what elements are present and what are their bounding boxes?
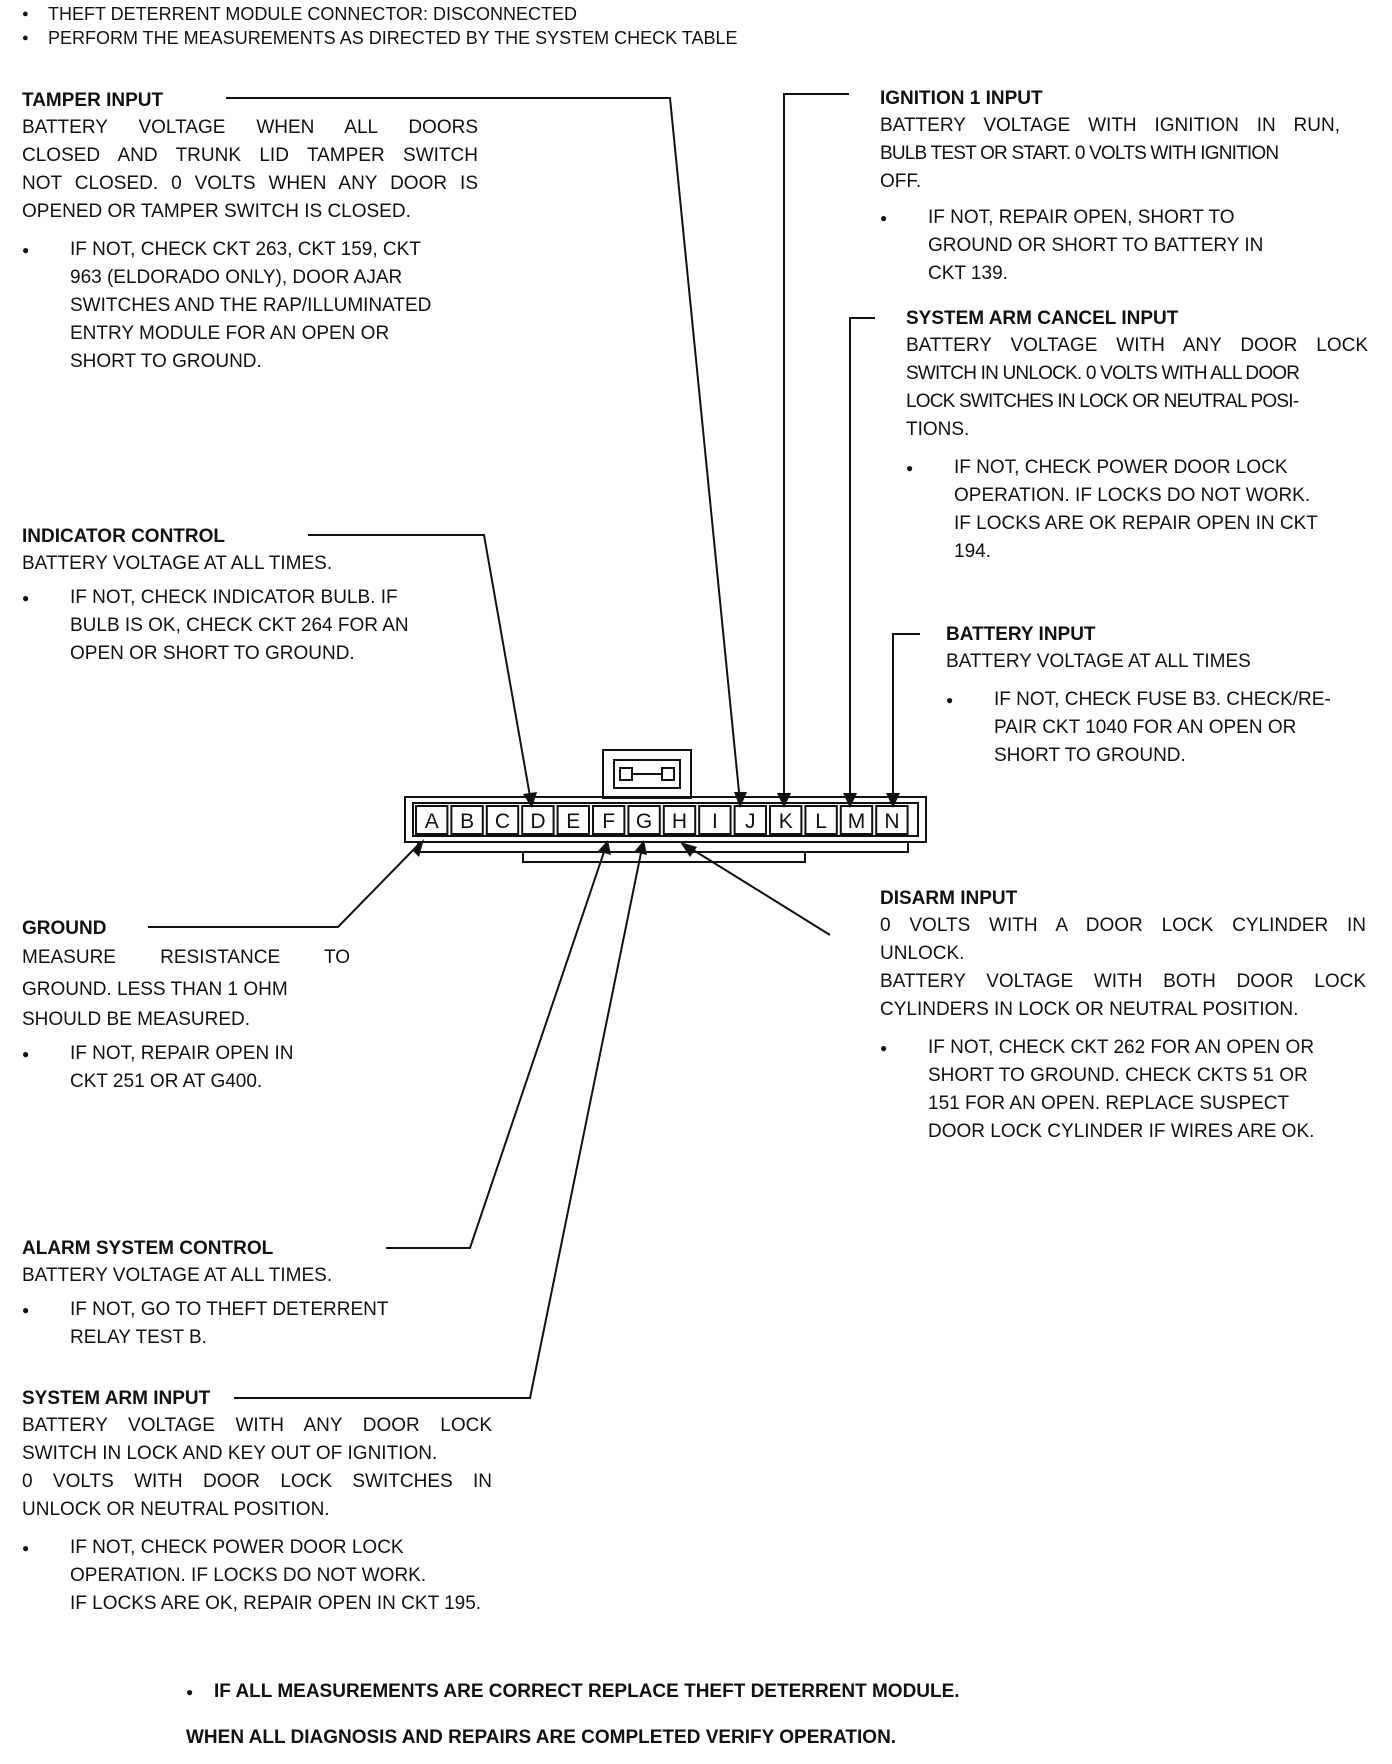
body-line: BATTERY VOLTAGE WITH ANY DOOR LOCK: [906, 335, 1368, 356]
body-line: SHOULD BE MEASURED.: [22, 1009, 251, 1030]
section-system-arm-input: [22, 1386, 492, 1524]
connector-pin-label: B: [460, 810, 475, 833]
body-line: BATTERY VOLTAGE WITH BOTH DOOR LOCK: [880, 971, 1366, 992]
connector-pin-label: F: [602, 810, 616, 833]
body-line: BATTERY VOLTAGE WITH ANY DOOR LOCK: [22, 1415, 492, 1436]
body-line: LOCK SWITCHES IN LOCK OR NEUTRAL POSI-: [906, 391, 1299, 412]
leader-line-ground: [148, 843, 420, 927]
header-line: PERFORM THE MEASUREMENTS AS DIRECTED BY THE SYSTEM CHECK TABLE: [48, 28, 738, 48]
section-title: DISARM INPUT: [880, 888, 1018, 909]
section-tamper-input: [22, 88, 478, 226]
bullet-icon: ●: [22, 591, 30, 605]
connector-pin-label: J: [745, 810, 756, 833]
bullet-icon: ●: [186, 1685, 194, 1699]
leader-line-ignition: [784, 94, 849, 802]
section-title: SYSTEM ARM CANCEL INPUT: [906, 308, 1179, 329]
body-line: CLOSED AND TRUNK LID TAMPER SWITCH: [22, 145, 478, 166]
body-line: GROUND. LESS THAN 1 OHM: [22, 979, 288, 1000]
bullet-icon: ●: [880, 1041, 888, 1055]
body-line: BULB TEST OR START. 0 VOLTS WITH IGNITION: [880, 143, 1279, 164]
section-indicator-control: [22, 524, 442, 578]
connector-pin-label: E: [566, 810, 581, 833]
connector-pin-label: K: [778, 810, 793, 833]
section-battery-input: [946, 622, 1366, 676]
body-line: OPENED OR TAMPER SWITCH IS CLOSED.: [22, 201, 411, 222]
connector-pins: [416, 806, 908, 834]
bullet-icon: ●: [880, 211, 888, 225]
section-disarm-input: [880, 886, 1366, 1024]
connector-pin-label: L: [815, 810, 827, 833]
section-title: BATTERY INPUT: [946, 624, 1096, 645]
footer-verify-note: WHEN ALL DIAGNOSIS AND REPAIRS ARE COMPLETED VERIFY OPERATION.: [186, 1727, 897, 1748]
section-title: INDICATOR CONTROL: [22, 526, 226, 547]
connector-pin-label: I: [711, 810, 718, 833]
body-line: BATTERY VOLTAGE WHEN ALL DOORS: [22, 117, 478, 138]
header-line: THEFT DETERRENT MODULE CONNECTOR: DISCONNECTED: [48, 4, 578, 24]
section-alarm-system-control: [22, 1236, 442, 1290]
connector-pin-label: A: [424, 810, 439, 833]
body-line: OFF.: [880, 171, 922, 192]
bullet-icon: ●: [22, 1047, 30, 1061]
body-line: MEASURE RESISTANCE TO: [22, 947, 350, 968]
body-line: TIONS.: [906, 419, 970, 440]
body-line: BATTERY VOLTAGE WITH IGNITION IN RUN,: [880, 115, 1340, 136]
body-line: SWITCH IN LOCK AND KEY OUT OF IGNITION.: [22, 1443, 438, 1464]
bullet-icon: ●: [22, 243, 30, 257]
connector-pin-label: C: [494, 810, 511, 833]
bullet-icon: ●: [22, 32, 29, 44]
section-title: GROUND: [22, 918, 107, 939]
body-line: SWITCH IN UNLOCK. 0 VOLTS WITH ALL DOOR: [906, 363, 1300, 384]
body-line: BATTERY VOLTAGE AT ALL TIMES: [946, 651, 1251, 672]
body-line: CYLINDERS IN LOCK OR NEUTRAL POSITION.: [880, 999, 1299, 1020]
bullet-icon: ●: [22, 8, 29, 20]
leader-line-battery: [893, 634, 920, 802]
section-title: TAMPER INPUT: [22, 90, 164, 111]
body-line: UNLOCK.: [880, 943, 965, 964]
body-line: BATTERY VOLTAGE AT ALL TIMES.: [22, 1265, 333, 1286]
body-line: UNLOCK OR NEUTRAL POSITION.: [22, 1499, 330, 1520]
leader-line-disarm: [682, 843, 830, 935]
body-line: NOT CLOSED. 0 VOLTS WHEN ANY DOOR IS: [22, 173, 478, 194]
arrow-head-h: [680, 842, 697, 857]
section-title: SYSTEM ARM INPUT: [22, 1388, 211, 1409]
section-ignition-input: [880, 86, 1340, 196]
body-line: 0 VOLTS WITH A DOOR LOCK CYLINDER IN: [880, 915, 1366, 936]
connector-pin-label: H: [671, 810, 688, 833]
connector-pin-label: N: [884, 810, 900, 833]
leader-line-arm-cancel: [850, 318, 875, 802]
section-ground: [22, 916, 350, 1034]
section-title: IGNITION 1 INPUT: [880, 88, 1043, 109]
section-title: ALARM SYSTEM CONTROL: [22, 1238, 274, 1259]
body-line: BATTERY VOLTAGE AT ALL TIMES.: [22, 553, 333, 574]
connector-pin-label: G: [635, 810, 653, 833]
connector-pin-label: D: [530, 810, 546, 833]
bullet-icon: ●: [22, 1303, 30, 1317]
bullet-icon: ●: [22, 1541, 30, 1555]
bullet-icon: ●: [946, 693, 954, 707]
connector-pin-label: M: [847, 810, 866, 833]
section-system-arm-cancel-input: [906, 306, 1368, 444]
bullet-icon: ●: [906, 461, 914, 475]
body-line: 0 VOLTS WITH DOOR LOCK SWITCHES IN: [22, 1471, 492, 1492]
